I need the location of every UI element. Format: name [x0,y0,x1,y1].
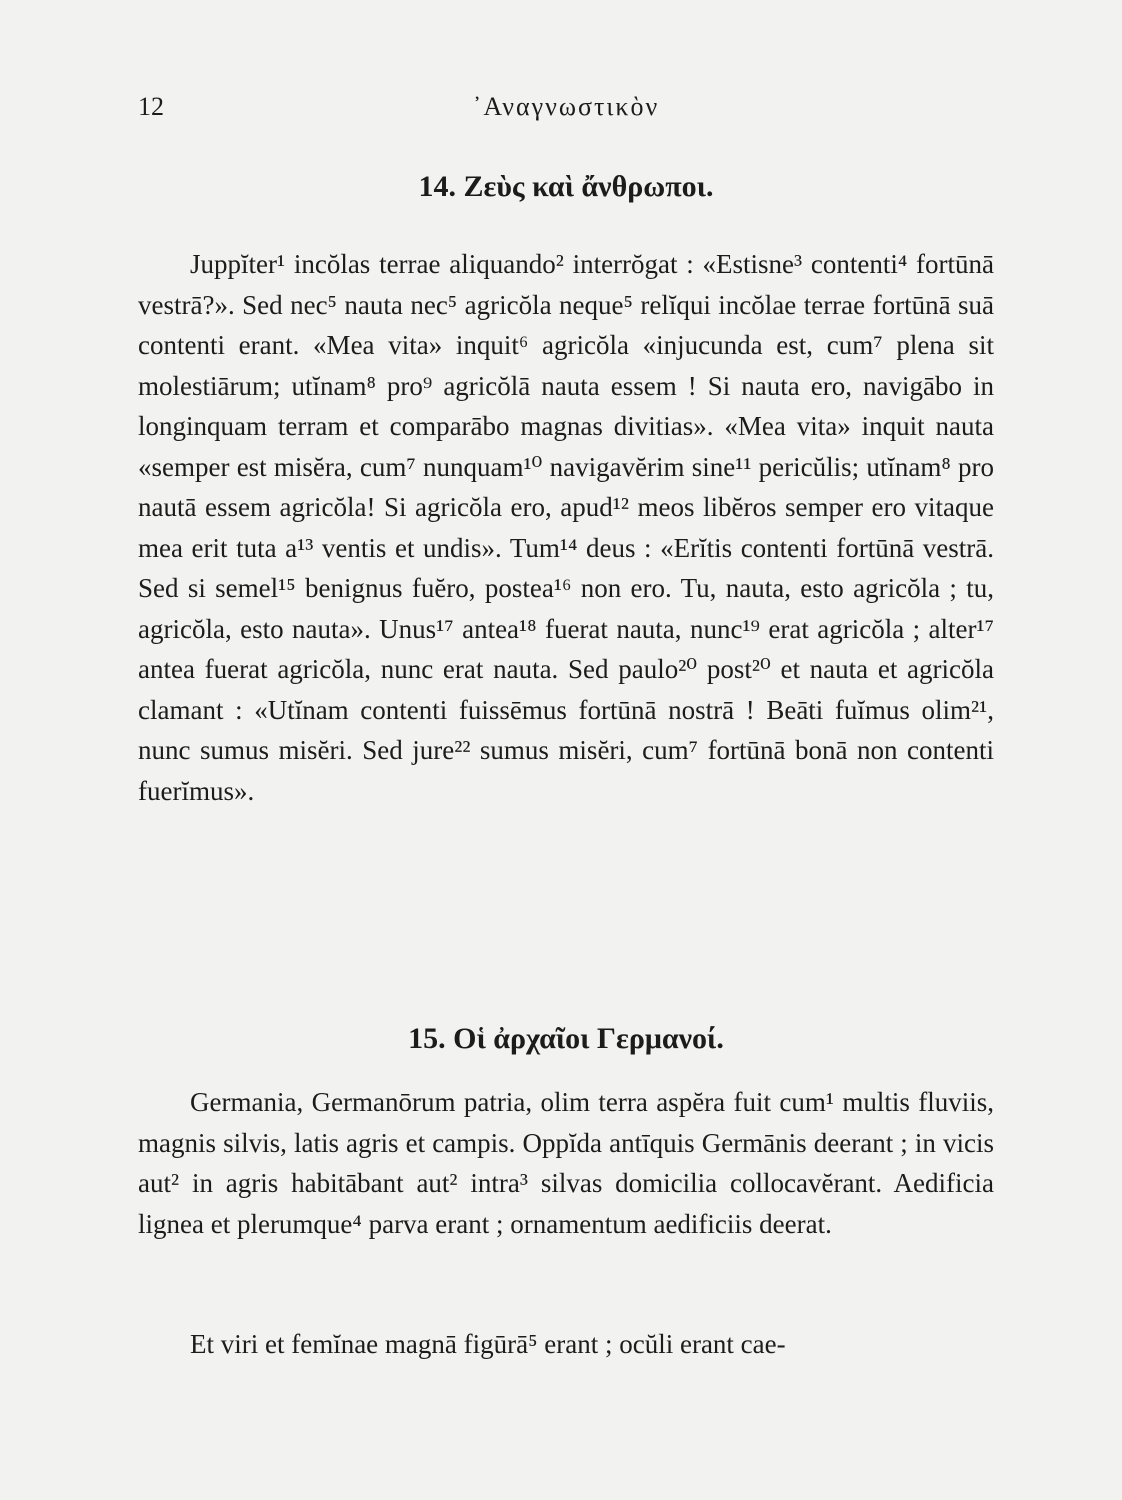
section-title-15: 15. Οἱ ἀρχαῖοι Γερμανοί. [408,1022,724,1055]
section-15-paragraph-2: Et viri et femĭnae magnā figūrā⁵ erant ; ocŭli erant cae- [190,1329,786,1359]
running-title: ᾿Αναγνωστικὸν [472,92,660,121]
section-15-paragraph-1: Germania, Germanōrum patria, olim terra aspĕra fuit cum¹ multis fluviis, magnis silvis, latis agris et campis. Oppĭda antīquis Germānis deerant ; in vicis aut² in agris habitābant aut² intra³ silvas domicilia collocavĕrant. Aedificia lignea et plerumque⁴ parva erant ; ornamentum aedificiis deerat. [138,1087,994,1239]
section-title-14: 14. Ζεὺς καὶ ἄνθρωποι. [418,170,714,203]
page-header [138,92,994,128]
page-number: 12 [138,92,164,121]
section-14-paragraph: Juppĭter¹ incŏlas terrae aliquando² interrŏgat : «Estisne³ contenti⁴ fortūnā vestrā?». Sed nec⁵ nauta nec⁵ agricŏla neque⁵ relĭqui incŏlae terrae fortūnā suā contenti erant. «Mea vita» inquit⁶ agricŏla «injucunda est, cum⁷ plena sit molestiārum; utĭnam⁸ pro⁹ agricŏlā nauta essem ! Si nauta ero, navigābo in longinquam terram et comparābo magnas divitias». «Mea vita» inquit nauta «semper est misĕra, cum⁷ nunquam¹⁰ navigavĕrim sine¹¹ pericŭlis; utĭnam⁸ pro nautā essem agricŏla! Si agricŏla ero, apud¹² meos libĕros semper ero vitaque mea erit tuta a¹³ ventis et undis». Tum¹⁴ deus : «Erĭtis contenti fortūnā vestrā. Sed si semel¹⁵ benignus fuĕro, postea¹⁶ non ero. Tu, nauta, esto agricŏla ; tu, agricŏla, esto nauta». Unus¹⁷ antea¹⁸ fuerat nauta, nunc¹⁹ erat agricŏla ; alter¹⁷ antea fuerat agricŏla, nunc erat nauta. Sed paulo²⁰ post²⁰ et nauta et agricŏla clamant : «Utĭnam contenti fuissēmus fortūnā nostrā ! Beāti fuĭmus olim²¹, nunc sumus misĕri. Sed jure²² sumus misĕri, cum⁷ fortūnā bonā non contenti fuerĭmus». [138,249,994,806]
